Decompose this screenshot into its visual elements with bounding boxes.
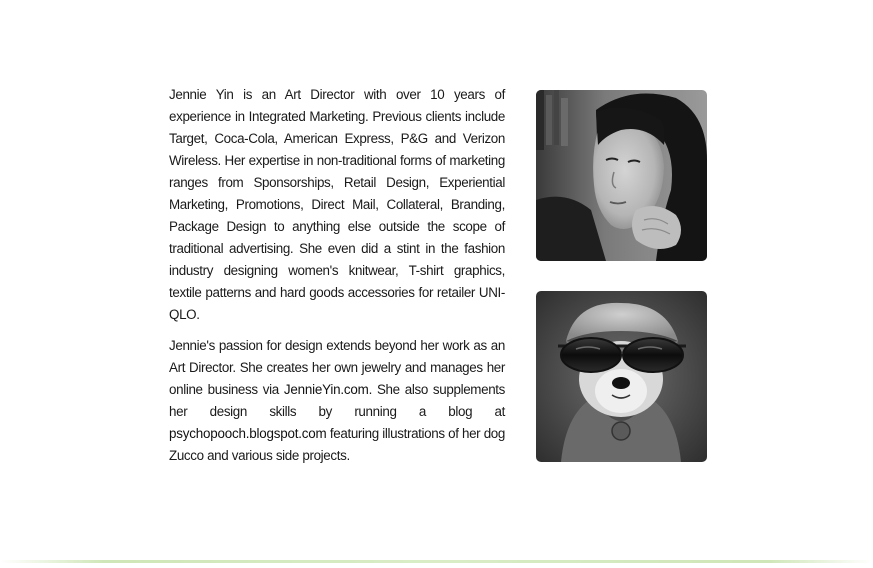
bio-paragraph-2 — [169, 335, 505, 467]
bio-paragraph-1: Jennie Yin is an Art Director with over 10 years of experience in Integrated Marketing. Previous clients include Target, Coca-Cola, American Express, P&G and Verizon Wireless. Her expertise in non-traditional forms of marketing ranges from Sponsorships, Retail Design, Experiential Marketing, Promotions, Direct Mail, Collateral, Branding, Package Design to anything else outside the scope of traditional advertising. She even did a stint in the fashion industry designing women's knitwear, T-shirt graphics, textile patterns and hard goods accessories for retailer UNI-QLO. — [169, 87, 505, 322]
bio-paragraph-2-part-2: . She also supplements her design skills by running a blog at — [169, 382, 506, 419]
bio-paragraph-2-part-3: featuring illustrations of her dog Zucco and various side projects. — [169, 426, 505, 463]
shop-link[interactable]: JennieYin.com — [283, 382, 369, 397]
portrait-photo — [536, 90, 707, 261]
footer-divider — [0, 560, 873, 563]
dog-photo — [536, 291, 707, 462]
blog-link[interactable]: psychopooch.blogspot.com — [169, 426, 327, 441]
bio-paragraph-2-part-1: Jennie's passion for design extends beyond her work as an Art Director. She creates her own jewelry and manages her online business via — [169, 338, 505, 397]
bio-text — [169, 84, 505, 467]
portrait-image — [536, 90, 707, 261]
dog-image — [536, 291, 707, 462]
